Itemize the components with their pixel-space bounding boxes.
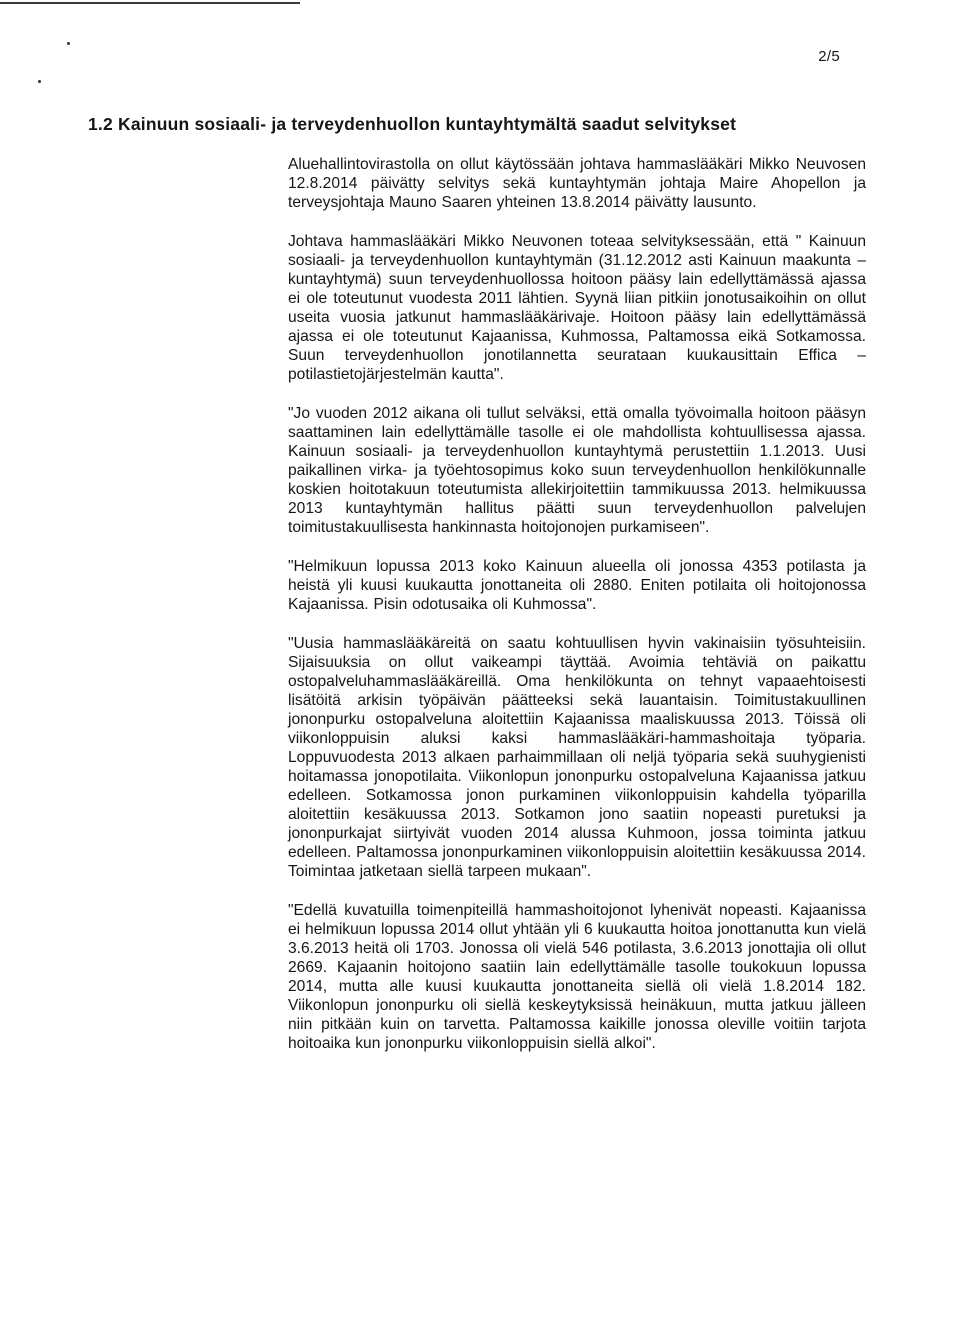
scan-speck [67, 42, 70, 45]
section-body [288, 155, 866, 1053]
paragraph-2: Johtava hammaslääkäri Mikko Neuvonen toteaa selvityksessään, että " Kainuun sosiaali- ja terveydenhuollon kuntayhtymän (31.12.2012 asti Kainuun maakunta –kuntayhtymä) suun terveydenhuollossa hoitoon pääsy lain edellyttämässä ajassa ei ole toteutunut vuodesta 2011 lähtien. Syynä liian pitkiin jonotusaikoihin on ollut useita vuosia jatkunut hammaslääkärivaje. Hoitoon pääsy lain edellyttämässä ajassa ei ole toteutunut Kajaanissa, Kuhmossa, Paltamossa eikä Sotkamossa. Suun terveydenhuollon jonotilannetta seurataan kuukausittain Effica – potilastietojärjestelmän kautta". [288, 233, 866, 383]
paragraph-5: "Uusia hammaslääkäreitä on saatu kohtuullisen hyvin vakinaisiin työsuhteisiin. Sijaisuuksia on ollut vaikeampi täyttää. Avoimia tehtäviä on paikattu ostopalveluhammaslääkäreillä. Oma henkilökunta on tehnyt vapaaehtoisesti lisätöitä arkisin työpäivän päätteeksi sekä lauantaisin. Toimitustakuullinen jononpurku ostopalveluna aloitettiin Kajaanissa maaliskuussa 2013. Töissä oli viikonloppuisin aluksi kaksi hammaslääkäri-hammashoitaja työparia. Loppuvuodesta 2013 alkaen parhaimmillaan oli neljä työparia sekä suuhygienisti hoitamassa jonopotilaita. Viikonlopun jononpurku ostopalveluna Kajaanissa jatkuu edelleen. Sotkamossa jonon purkaminen viikonloppuisin kahdella työparilla aloitettiin kesäkuussa 2013. Sotkamon jono saatiin nopeasti puretuksi ja jononpurkajat siirtyivät vuoden 2014 alussa Kuhmoon, jossa toiminta jatkuu edelleen. Paltamossa jononpurkaminen viikonloppuisin aloitettiin kesäkuussa 2014. Toimintaa jatketaan siellä tarpeen mukaan". [288, 635, 866, 880]
section-heading: 1.2 Kainuun sosiaali- ja terveydenhuollon kuntayhtymältä saadut selvitykset [88, 114, 737, 134]
scan-edge-line [0, 2, 300, 4]
scan-speck [38, 80, 41, 83]
paragraph-1: Aluehallintovirastolla on ollut käytössään johtava hammaslääkäri Mikko Neuvosen 12.8.2014 päivätty selvitys sekä kuntayhtymän johtaja Maire Ahopellon ja terveysjohtaja Mauno Saaren yhteinen 13.8.2014 päivätty lausunto. [288, 156, 866, 211]
paragraph-3: "Jo vuoden 2012 aikana oli tullut selväksi, että omalla työvoimalla hoitoon pääsyn saattaminen lain edellyttämälle tasolle ei ole mahdollista kohtuullisessa ajassa. Kainuun sosiaali- ja terveydenhuollon kuntayhtymä perustettiin 1.1.2013. Uusi paikallinen virka- ja työehtosopimus koko suun terveydenhuollon henkilökunnalle koskien hoitotakuun toteutumista allekirjoitettiin tammikuussa 2013. helmikuussa 2013 kuntayhtymän hallitus päätti suun terveydenhuollon palvelujen toimitustakuullisesta hankinnasta hoitojonojen purkamiseen". [288, 405, 866, 536]
page-number: 2/5 [818, 48, 840, 65]
paragraph-6: "Edellä kuvatuilla toimenpiteillä hammashoitojonot lyhenivät nopeasti. Kajaanissa ei helmikuun lopussa 2014 ollut yhtään yli 6 kuukautta hoitoa jonottanutta kun vielä 3.6.2013 heitä oli 1703. Jonossa oli vielä 546 potilasta, 3.6.2013 jonottajia oli ollut 2669. Kajaanin hoitojono saatiin lain edellyttämälle tasolle toukokuun lopussa 2014, mutta alle kuusi kuukautta jonottaneita siellä oli vielä 1.8.2014 182. Viikonlopun jononpurku oli siellä keskeytyksissä heinäkuun, mutta jatkuu jälleen niin pitkään kuin on tarvetta. Paltamossa kaikille jonossa oleville voitiin tarjota hoitoaika kun jononpurku viikonloppuisin siellä alkoi". [288, 902, 866, 1052]
paragraph-4: "Helmikuun lopussa 2013 koko Kainuun alueella oli jonossa 4353 potilasta ja heistä yli kuusi kuukautta jonottaneita oli 2880. Eniten potilaita oli hoitojonossa Kajaanissa. Pisin odotusaika oli Kuhmossa". [288, 558, 866, 613]
